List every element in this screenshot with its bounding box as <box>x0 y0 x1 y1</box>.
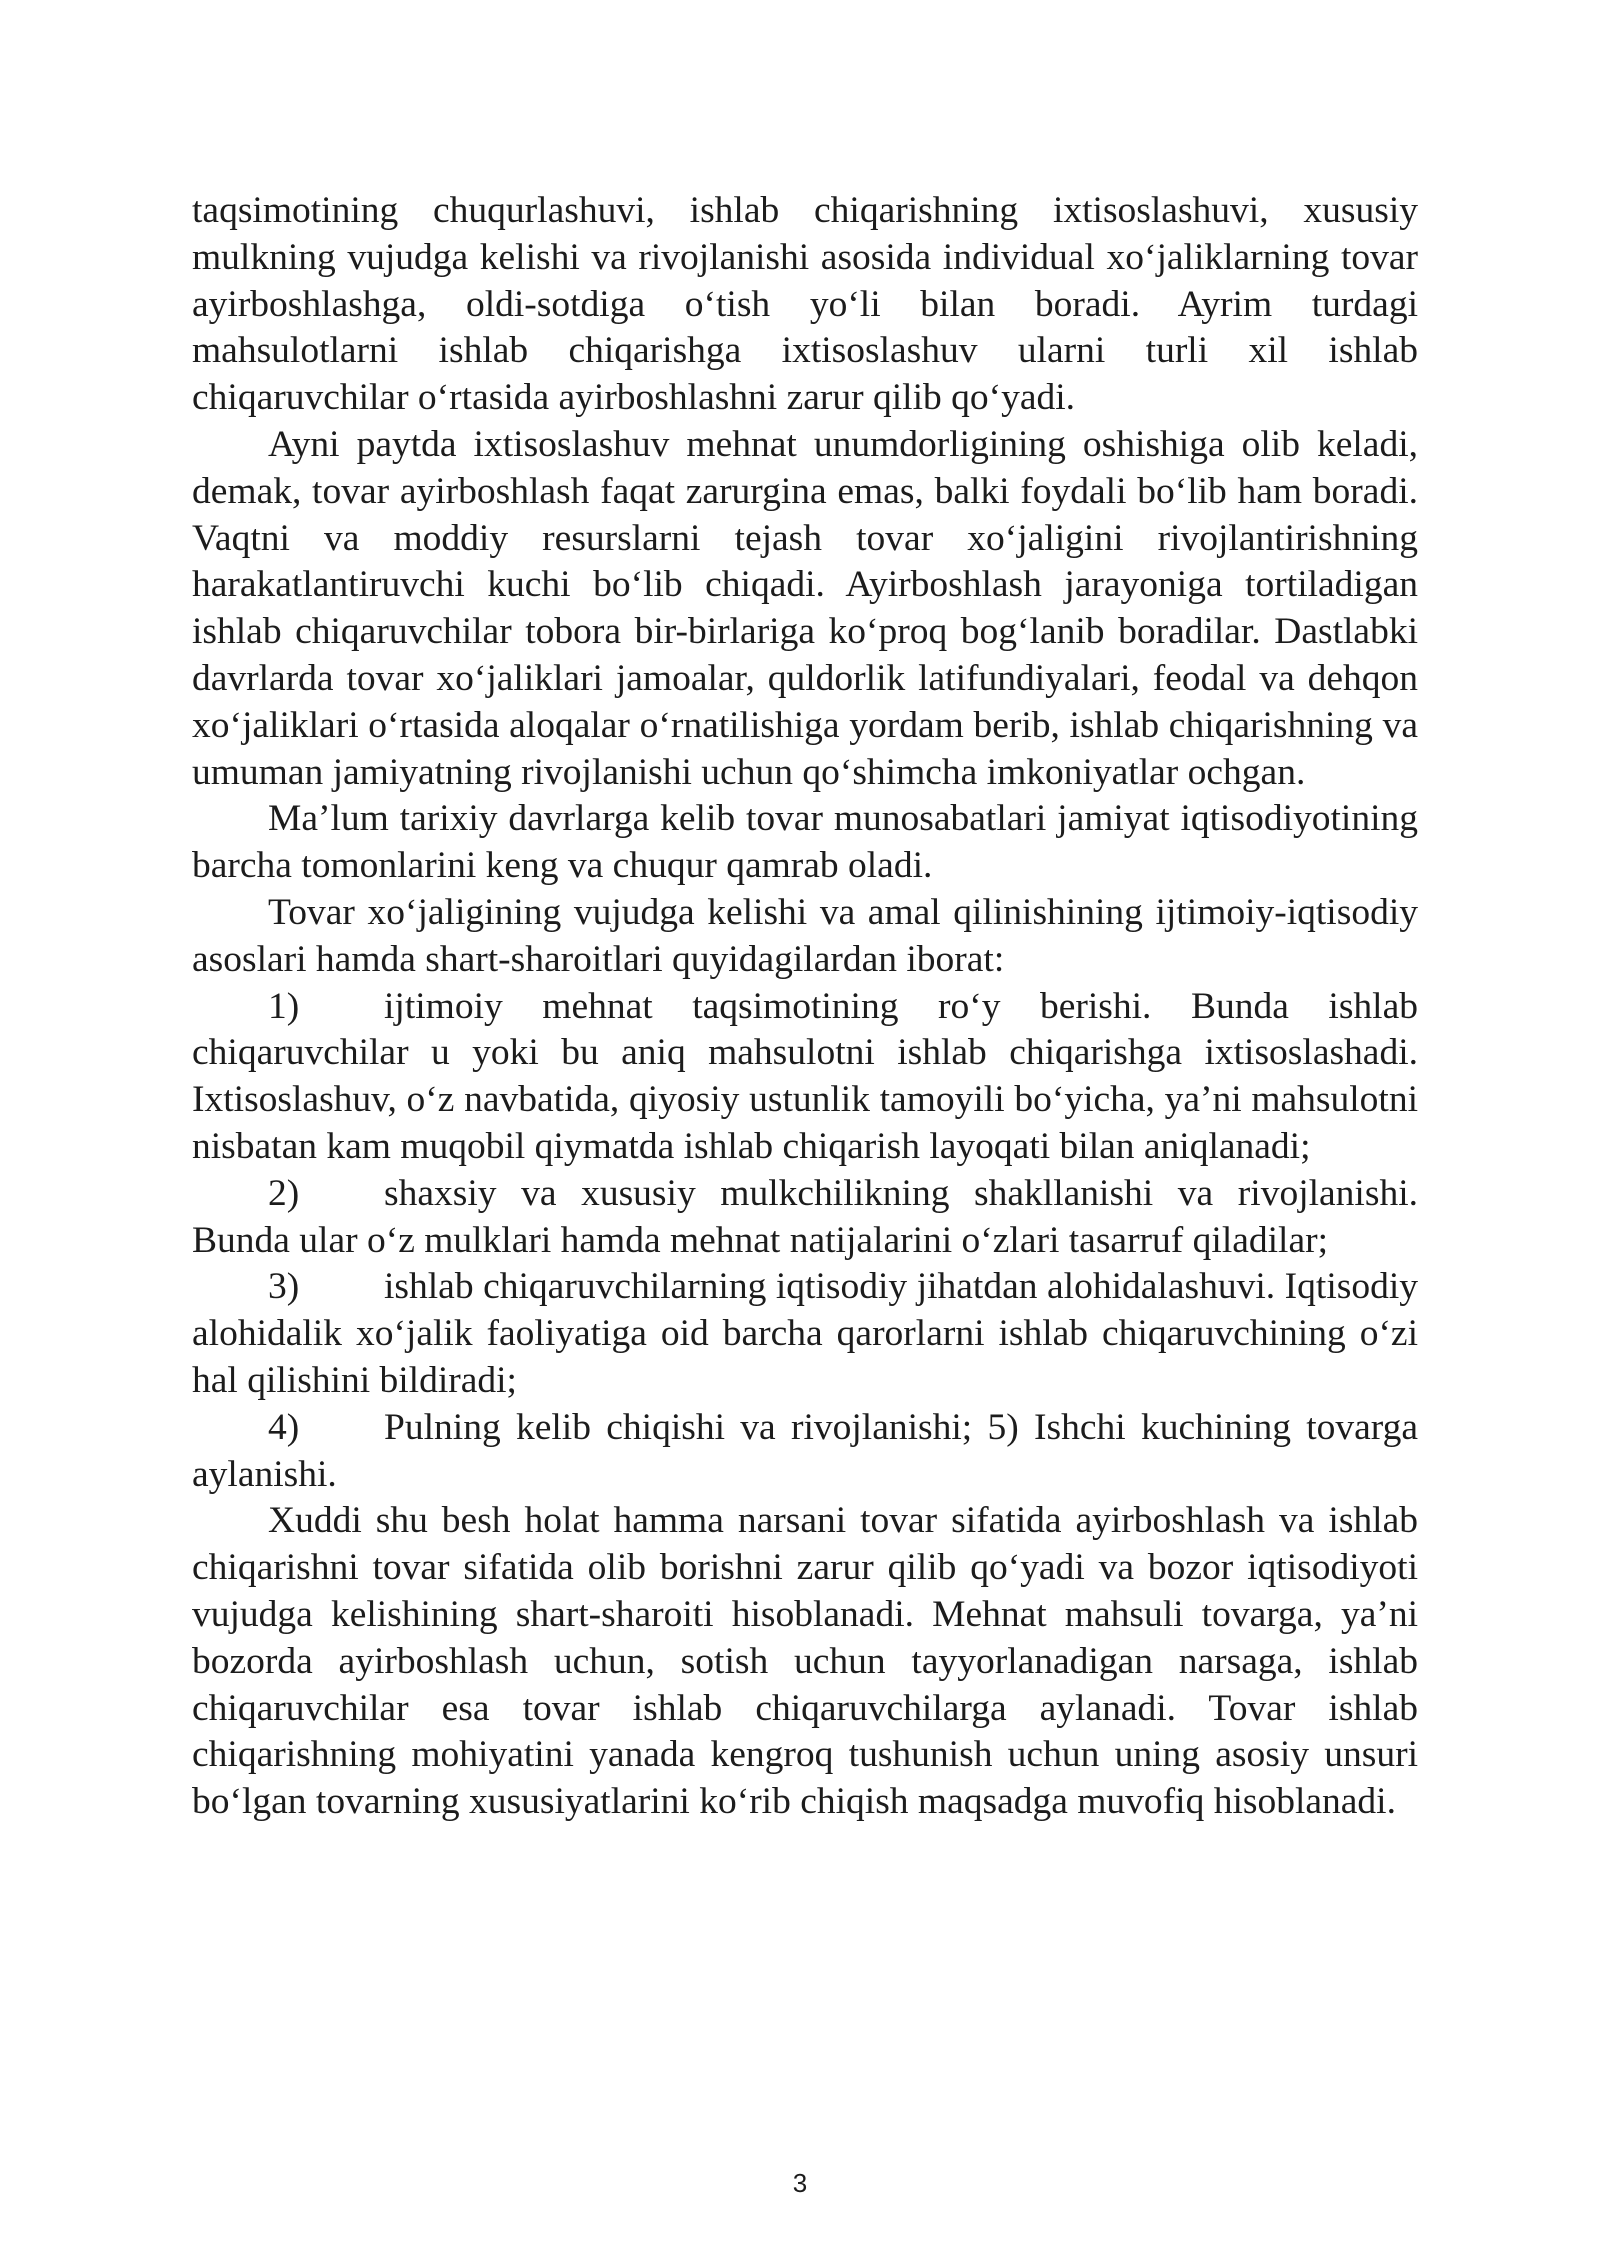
paragraph-specialization: Ayni paytda ixtisoslashuv mehnat unumdorligining oshishiga olib keladi, demak, tovar ayirboshlash faqat zarurgina emas, balki foydali bo‘lib ham boradi. Vaqtni va moddiy resurslarni tejash tovar xo‘jaligini rivojlantirishning harakatlantiruvchi kuchi bo‘lib chiqadi. Ayirboshlash jarayoniga tortiladigan ishlab chiqaruvchilar tobora bir-birlariga ko‘proq bog‘lanib boradilar. Dastlabki davrlarda tovar xo‘jaliklari jamoalar, quldorlik latifundiyalari, feodal va dehqon xo‘jaliklari o‘rtasida aloqalar o‘rnatilishiga yordam berib, ishlab chiqarishning va umuman jamiyatning rivojlanishi uchun qo‘shimcha imkoniyatlar ochgan. <box>192 423 1418 793</box>
list-item-text: ishlab chiqaruvchilarning iqtisodiy jihatdan alohidalashuvi. Iqtisodiy alohidalik xo‘jalik faoliyatiga oid barcha qarorlarni ishlab chiqaruvchining o‘zi hal qilishini bildiradi; <box>192 1266 1418 1401</box>
list-item <box>192 1171 1418 1265</box>
paragraph-continuation: taqsimotining chuqurlashuvi, ishlab chiqarishning ixtisoslashuvi, xususiy mulkning vujudga kelishi va rivojlanishi asosida individual xo‘jaliklarning tovar ayirboshlashga, oldi-sotdiga o‘tish yo‘li bilan boradi. Ayrim turdagi mahsulotlarni ishlab chiqarishga ixtisoslashuv ularni turli xil ishlab chiqaruvchilar o‘rtasida ayirboshlashni zarur qilib qo‘yadi. <box>192 190 1418 419</box>
page-number: 3 <box>792 2168 808 2198</box>
list-item <box>192 984 1418 1171</box>
list-item <box>192 1264 1418 1404</box>
paragraph-commodity-relations: Ma’lum tarixiy davrlarga kelib tovar munosabatlari jamiyat iqtisodiyotining barcha tomonlarini keng va chuqur qamrab oladi. <box>192 798 1418 887</box>
list-item <box>192 1405 1418 1499</box>
list-item-number: 3) <box>268 1266 300 1308</box>
document-page <box>192 188 1418 1826</box>
list-item-number: 1) <box>268 985 300 1027</box>
list-item-text: ijtimoiy mehnat taqsimotining ro‘y berishi. Bunda ishlab chiqaruvchilar u yoki bu aniq mahsulotni ishlab chiqarishga ixtisoslashadi. Ixtisoslashuv, o‘z navbatida, qiyosiy ustunlik tamoyili bo‘yicha, ya’ni mahsulotni nisbatan kam muqobil qiymatda ishlab chiqarish layoqati bilan aniqlanadi; <box>192 985 1418 1167</box>
list-item-text: Pulning kelib chiqishi va rivojlanishi; 5) Ishchi kuchining tovarga aylanishi. <box>192 1406 1418 1495</box>
list-item-number: 4) <box>268 1406 300 1448</box>
paragraph-conclusion: Xuddi shu besh holat hamma narsani tovar sifatida ayirboshlash va ishlab chiqarishni tovar sifatida olib borishni zarur qilib qo‘yadi va bozor iqtisodiyoti vujudga kelishining shart-sharoiti hisoblanadi. Mehnat mahsuli tovarga, ya’ni bozorda ayirboshlash uchun, sotish uchun tayyorlanadigan narsaga, ishlab chiqaruvchilar esa tovar ishlab chiqaruvchilarga aylanadi. Tovar ishlab chiqarishning mohiyatini yanada kengroq tushunish uchun uning asosiy unsuri bo‘lgan tovarning xususiyatlarini ko‘rib chiqish maqsadga muvofiq hisoblanadi. <box>192 1500 1418 1823</box>
list-item-text: shaxsiy va xususiy mulkchilikning shakllanishi va rivojlanishi. Bunda ular o‘z mulklari hamda mehnat natijalarini o‘zlari tasarruf qiladilar; <box>192 1172 1418 1261</box>
paragraph-list-intro: Tovar xo‘jaligining vujudga kelishi va amal qilinishining ijtimoiy-iqtisodiy asoslari hamda shart-sharoitlari quyidagilardan iborat: <box>192 891 1418 980</box>
list-item-number: 2) <box>268 1172 300 1214</box>
